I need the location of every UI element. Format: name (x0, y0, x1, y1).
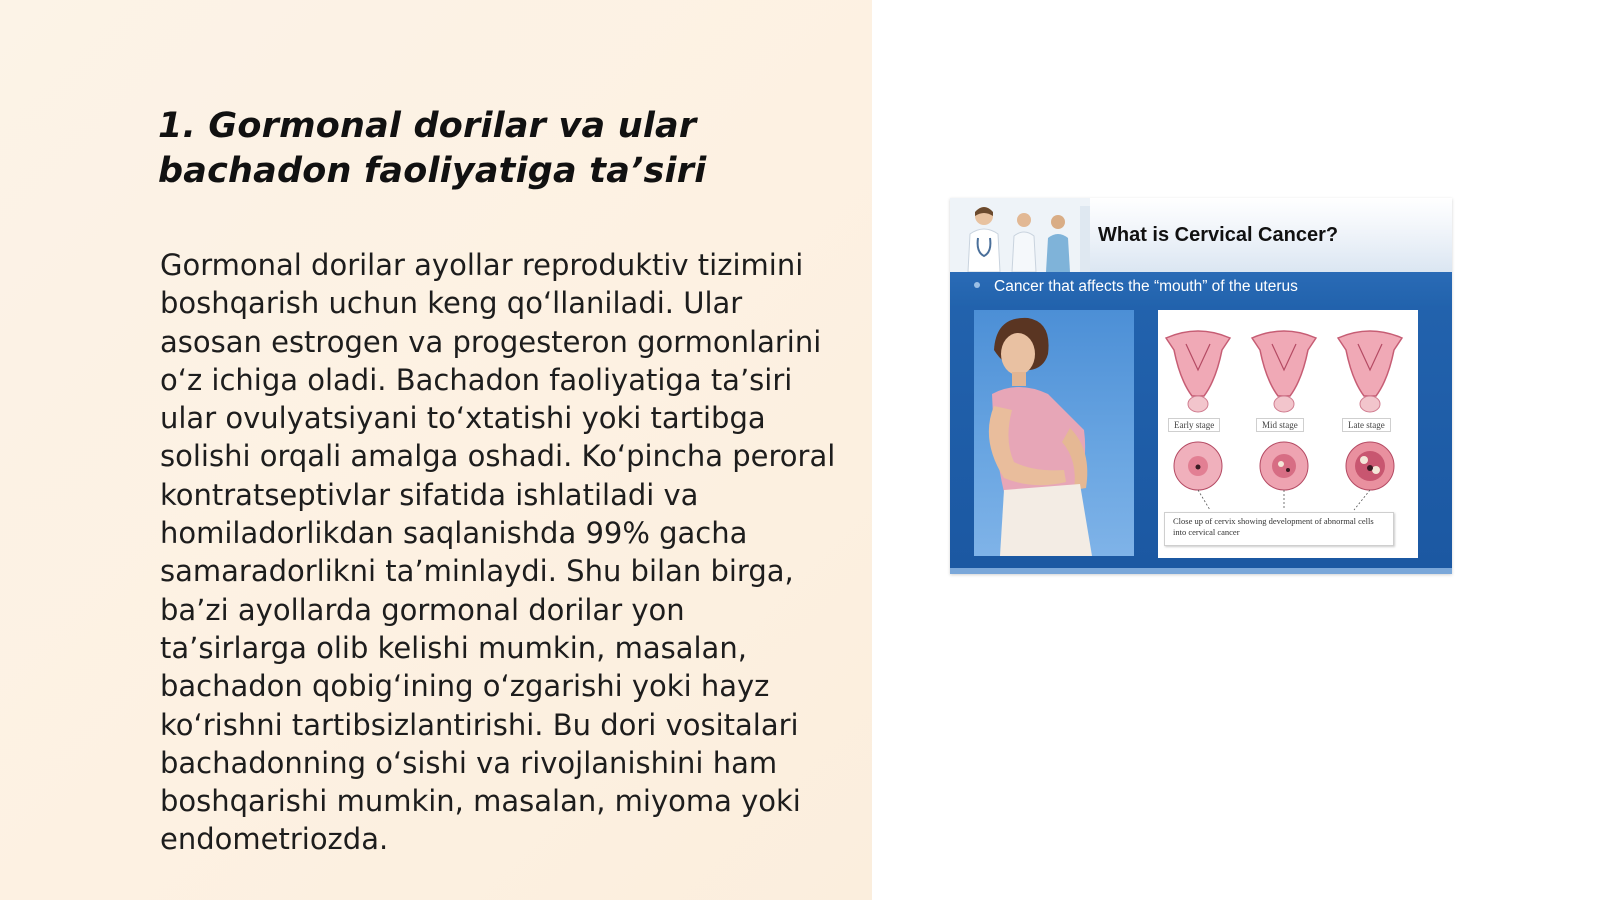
doctors-illustration (950, 198, 1090, 272)
picture-subtitle: Cancer that affects the “mouth” of the uterus (994, 278, 1298, 295)
slide-body-text: Gormonal dorilar ayollar reproduktiv tizimini boshqarish uchun keng qo‘llaniladi. Ular asosan estrogen va progesteron gormonlarini o‘z ichiga oladi. Bachadon faoliyatiga ta’siri ular ovulyatsiyani to‘xtatishi yoki tartibga solishi orqali amalga oshadi. Ko‘pincha peroral kontratseptivlar sifatida ishlatiladi va homiladorlikdan saqlanishda 99% gacha samaradorlikni ta’minlaydi. Shu bilan birga, ba’zi ayollarda gormonal dorilar yon ta’sirlarga olib kelishi mumkin, masalan, bachadon qobig‘ining o‘zgarishi yoki hayz ko‘rishni tartibsizlantirishi. Bu dori vositalari bachadonning o‘sishi va rivojlanishini ham boshqarishi mumkin, masalan, miyoma yoki endometriozda. (160, 248, 836, 857)
slide-title: 1. Gormonal dorilar va ular bachadon faoliyatiga ta’siri (158, 106, 707, 191)
picture-title: What is Cervical Cancer? (1098, 224, 1339, 246)
picture-header (950, 198, 1452, 272)
picture-footer-line (950, 568, 1452, 574)
stage-label-late: Late stage (1342, 418, 1391, 432)
picture-caption: Close up of cervix showing development of abnormal cells into cervical cancer (1173, 516, 1374, 537)
stage-label-early: Early stage (1168, 418, 1220, 432)
bullet-icon (974, 282, 980, 288)
stage-label-mid: Mid stage (1256, 418, 1304, 432)
woman-with-abdominal-pain-illustration (974, 310, 1134, 556)
woman-photo (974, 310, 1134, 556)
caption-box (1164, 512, 1394, 546)
cervical-cancer-picture (950, 198, 1452, 574)
cervix-diagram (1158, 310, 1418, 558)
